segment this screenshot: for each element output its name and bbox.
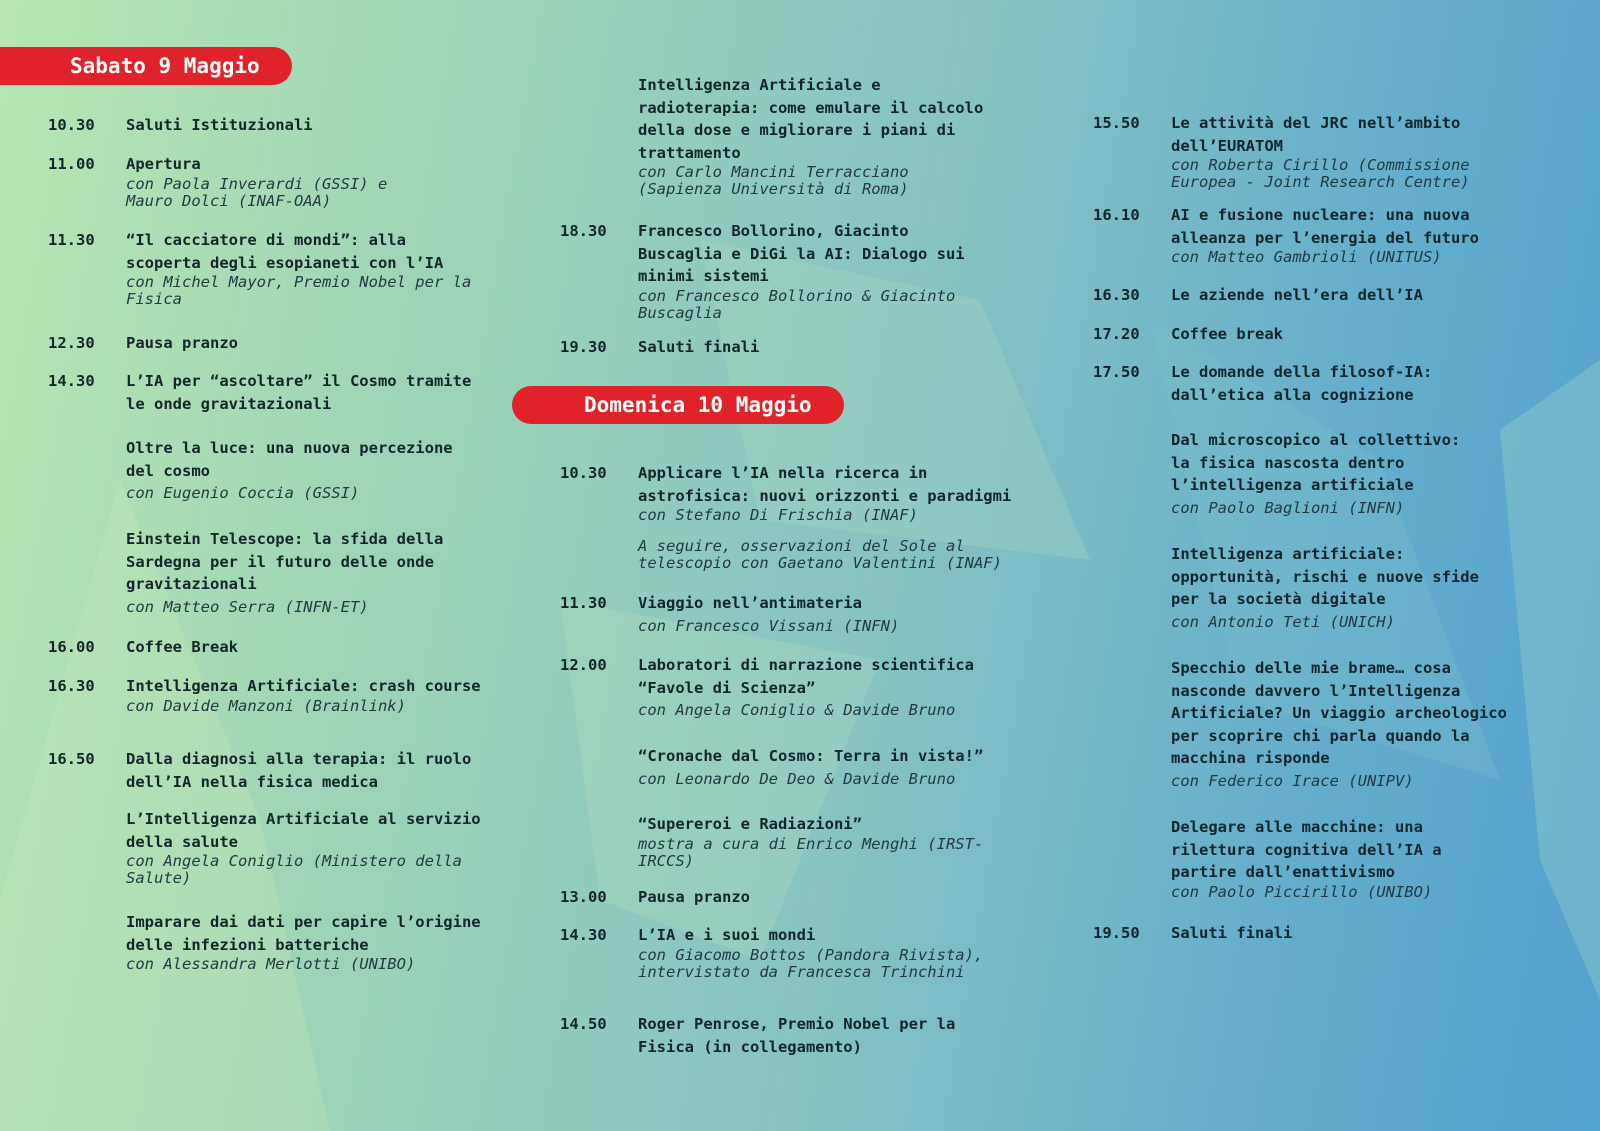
event-speaker: con Paola Inverardi (GSSI) e xyxy=(126,174,388,193)
event xyxy=(560,336,1040,359)
event-title: Pausa pranzo xyxy=(638,888,750,906)
event-title: radioterapia: come emulare il calcolo xyxy=(638,98,984,117)
event xyxy=(48,911,518,973)
event-title: Apertura xyxy=(126,155,201,173)
event-speaker: con Paolo Piccirillo (UNIBO) xyxy=(1171,882,1433,901)
event xyxy=(1093,429,1583,519)
event-title: “Il cacciatore di mondi”: alla xyxy=(126,231,406,249)
event xyxy=(1093,204,1583,266)
event-title: AI e fusione nucleare: una nuova xyxy=(1171,206,1470,224)
event xyxy=(48,332,518,355)
event-time: 13.00 xyxy=(560,888,607,906)
event-time: 14.50 xyxy=(560,1015,607,1033)
event xyxy=(560,654,1040,721)
event xyxy=(1093,361,1583,406)
event-speaker: con Paolo Baglioni (INFN) xyxy=(1171,498,1405,517)
event-title: Saluti finali xyxy=(1171,924,1293,942)
event-title: Dalla diagnosi alla terapia: il ruolo xyxy=(126,750,472,768)
event-title: dell’EURATOM xyxy=(1171,136,1283,155)
event-title: L’IA e i suoi mondi xyxy=(638,926,816,944)
event-title: Saluti Istituzionali xyxy=(126,116,313,134)
event-title: partire dall’enattivismo xyxy=(1171,863,1395,881)
event-title: Pausa pranzo xyxy=(126,334,238,352)
event xyxy=(48,229,518,308)
event xyxy=(1093,543,1583,633)
event-time: 16.00 xyxy=(48,638,95,656)
event-time: 16.50 xyxy=(48,750,95,768)
event-title: le onde gravitazionali xyxy=(126,394,332,413)
event xyxy=(1093,657,1583,792)
event-title: della salute xyxy=(126,832,238,851)
event-title: l’intelligenza artificiale xyxy=(1171,476,1414,494)
event xyxy=(48,528,518,618)
event-speaker: con Alessandra Merlotti (UNIBO) xyxy=(126,955,416,973)
event-time: 15.50 xyxy=(1093,114,1140,132)
event-speaker: con Angela Coniglio & Davide Bruno xyxy=(638,701,956,719)
event-speaker: Europea - Joint Research Centre) xyxy=(1171,173,1470,191)
event-title: della dose e migliorare i piani di xyxy=(638,121,956,139)
event-speaker: con Stefano Di Frischia (INAF) xyxy=(638,506,918,524)
event-title: per scoprire chi parla quando la xyxy=(1171,726,1470,745)
event-time: 19.30 xyxy=(560,338,607,356)
event-title: Laboratori di narrazione scientifica xyxy=(638,656,974,674)
event xyxy=(48,437,518,504)
event-title: Specchio delle mie brame… cosa xyxy=(1171,659,1451,677)
event-time: 16.30 xyxy=(1093,286,1140,304)
event-speaker: Buscaglia xyxy=(638,303,722,322)
event xyxy=(48,153,518,210)
event xyxy=(48,808,518,887)
event-title: trattamento xyxy=(638,143,741,162)
event-title: alleanza per l’energia del futuro xyxy=(1171,228,1479,247)
event xyxy=(48,675,518,715)
event-time: 11.00 xyxy=(48,155,95,173)
event-speaker: mostra a cura di Enrico Menghi (IRST- xyxy=(638,834,984,853)
event-title: Buscaglia e DiGi la AI: Dialogo sui xyxy=(638,244,965,263)
event-title: gravitazionali xyxy=(126,575,257,593)
event-title: Dal microscopico al collettivo: xyxy=(1171,431,1461,449)
event-title: Intelligenza artificiale: xyxy=(1171,545,1405,563)
event xyxy=(1093,112,1583,191)
event-note: A seguire, osservazioni del Sole al xyxy=(638,537,965,555)
event-speaker: con Federico Irace (UNIPV) xyxy=(1171,771,1414,790)
day-banner-saturday: Sabato 9 Maggio xyxy=(0,47,292,85)
event-speaker: con Roberta Cirillo (Commissione xyxy=(1171,156,1470,174)
event-time: 11.30 xyxy=(560,594,607,612)
event-time: 14.30 xyxy=(560,926,607,944)
event-title: Roger Penrose, Premio Nobel per la xyxy=(638,1015,956,1033)
event-speaker: con Giacomo Bottos (Pandora Rivista), xyxy=(638,945,984,964)
event-speaker: con Francesco Vissani (INFN) xyxy=(638,616,900,635)
event-time: 12.00 xyxy=(560,656,607,674)
event-title: Einstein Telescope: la sfida della xyxy=(126,530,444,548)
event xyxy=(1093,323,1583,346)
event-title: Imparare dai dati per capire l’origine xyxy=(126,913,481,931)
event xyxy=(560,924,1040,981)
event-title: Sardegna per il futuro delle onde xyxy=(126,552,434,571)
event-speaker: Mauro Dolci (INAF-OAA) xyxy=(126,191,332,210)
event xyxy=(1093,284,1583,307)
event-speaker: Salute) xyxy=(126,869,192,887)
event-title: Fisica (in collegamento) xyxy=(638,1037,862,1056)
event-speaker: con Matteo Serra (INFN-ET) xyxy=(126,597,369,616)
event-time: 10.30 xyxy=(560,464,607,482)
event-speaker: Fisica xyxy=(126,290,182,308)
event-speaker: con Leonardo De Deo & Davide Bruno xyxy=(638,769,956,788)
event-title: Francesco Bollorino, Giacinto xyxy=(638,222,909,240)
event-speaker: con Francesco Bollorino & Giacinto xyxy=(638,286,956,305)
event-title: dell’IA nella fisica medica xyxy=(126,772,378,791)
event-title: Viaggio nell’antimateria xyxy=(638,594,862,612)
event-time: 14.30 xyxy=(48,372,95,390)
event-title: minimi sistemi xyxy=(638,267,769,285)
event xyxy=(560,886,1040,909)
event xyxy=(48,370,518,415)
event-speaker: con Antonio Teti (UNICH) xyxy=(1171,612,1395,631)
event-speaker: con Davide Manzoni (Brainlink) xyxy=(126,696,406,715)
event-title: per la società digitale xyxy=(1171,590,1386,608)
event-title: Le domande della filosof-IA: xyxy=(1171,363,1433,381)
event-title: “Cronache dal Cosmo: Terra in vista!” xyxy=(638,747,984,765)
event xyxy=(560,462,1040,524)
event-title: Coffee Break xyxy=(126,638,238,656)
event xyxy=(560,74,1040,198)
event xyxy=(1093,922,1583,945)
event xyxy=(560,220,1040,322)
event-title: nasconde davvero l’Intelligenza xyxy=(1171,681,1461,700)
event-title: opportunità, rischi e nuove sfide xyxy=(1171,567,1479,586)
event-title: L’IA per “ascoltare” il Cosmo tramite xyxy=(126,372,472,390)
event-speaker: con Matteo Gambrioli (UNITUS) xyxy=(1171,248,1442,266)
event-note: telescopio con Gaetano Valentini (INAF) xyxy=(638,554,1002,572)
event-speaker: con Michel Mayor, Premio Nobel per la xyxy=(126,273,472,291)
event-time: 17.50 xyxy=(1093,363,1140,381)
event-time: 18.30 xyxy=(560,222,607,240)
event-time: 11.30 xyxy=(48,231,95,249)
event-title: Coffee break xyxy=(1171,325,1283,343)
event-time: 12.30 xyxy=(48,334,95,352)
event-speaker: IRCCS) xyxy=(638,851,694,870)
event-speaker: intervistato da Francesca Trinchini xyxy=(638,962,965,981)
event-title: Le attività del JRC nell’ambito xyxy=(1171,114,1461,132)
event-time: 10.30 xyxy=(48,116,95,134)
event xyxy=(560,1013,1040,1058)
event-title: del cosmo xyxy=(126,461,210,480)
event-title: rilettura cognitiva dell’IA a xyxy=(1171,840,1442,859)
event-speaker: con Carlo Mancini Terracciano xyxy=(638,163,909,181)
event-time: 16.10 xyxy=(1093,206,1140,224)
event xyxy=(1093,816,1583,901)
event-title: scoperta degli esopianeti con l’IA xyxy=(126,253,444,272)
event-title: “Supereroi e Radiazioni” xyxy=(638,815,862,833)
event-time: 19.50 xyxy=(1093,924,1140,942)
event-speaker: con Angela Coniglio (Ministero della xyxy=(126,852,462,870)
event-title: Delegare alle macchine: una xyxy=(1171,818,1423,836)
event-title: dall’etica alla cognizione xyxy=(1171,385,1414,404)
event-time: 16.30 xyxy=(48,677,95,695)
event-title: L’Intelligenza Artificiale al servizio xyxy=(126,810,481,828)
event-time: 17.20 xyxy=(1093,325,1140,343)
event-speaker: (Sapienza Università di Roma) xyxy=(638,180,909,198)
event-title: Artificiale? Un viaggio archeologico xyxy=(1171,704,1507,722)
event-title: Oltre la luce: una nuova percezione xyxy=(126,439,453,457)
event-title: macchina risponde xyxy=(1171,749,1330,767)
event xyxy=(48,748,518,793)
event-title: Saluti finali xyxy=(638,338,760,356)
event xyxy=(560,745,1040,790)
event xyxy=(560,592,1040,637)
event-title: Intelligenza Artificiale: crash course xyxy=(126,677,481,695)
event-title: astrofisica: nuovi orizzonti e paradigmi xyxy=(638,486,1012,505)
event-title: Applicare l’IA nella ricerca in xyxy=(638,464,928,482)
event-title: “Favole di Scienza” xyxy=(638,678,816,697)
event-title: delle infezioni batteriche xyxy=(126,935,369,954)
event xyxy=(560,813,1040,870)
event-title: Le aziende nell’era dell’IA xyxy=(1171,286,1423,304)
event xyxy=(560,538,1040,572)
event-title: la fisica nascosta dentro xyxy=(1171,453,1405,472)
event xyxy=(48,114,518,137)
day-banner-sunday: Domenica 10 Maggio xyxy=(512,386,844,424)
event xyxy=(48,636,518,659)
event-speaker: con Eugenio Coccia (GSSI) xyxy=(126,484,360,502)
event-title: Intelligenza Artificiale e xyxy=(638,76,881,94)
